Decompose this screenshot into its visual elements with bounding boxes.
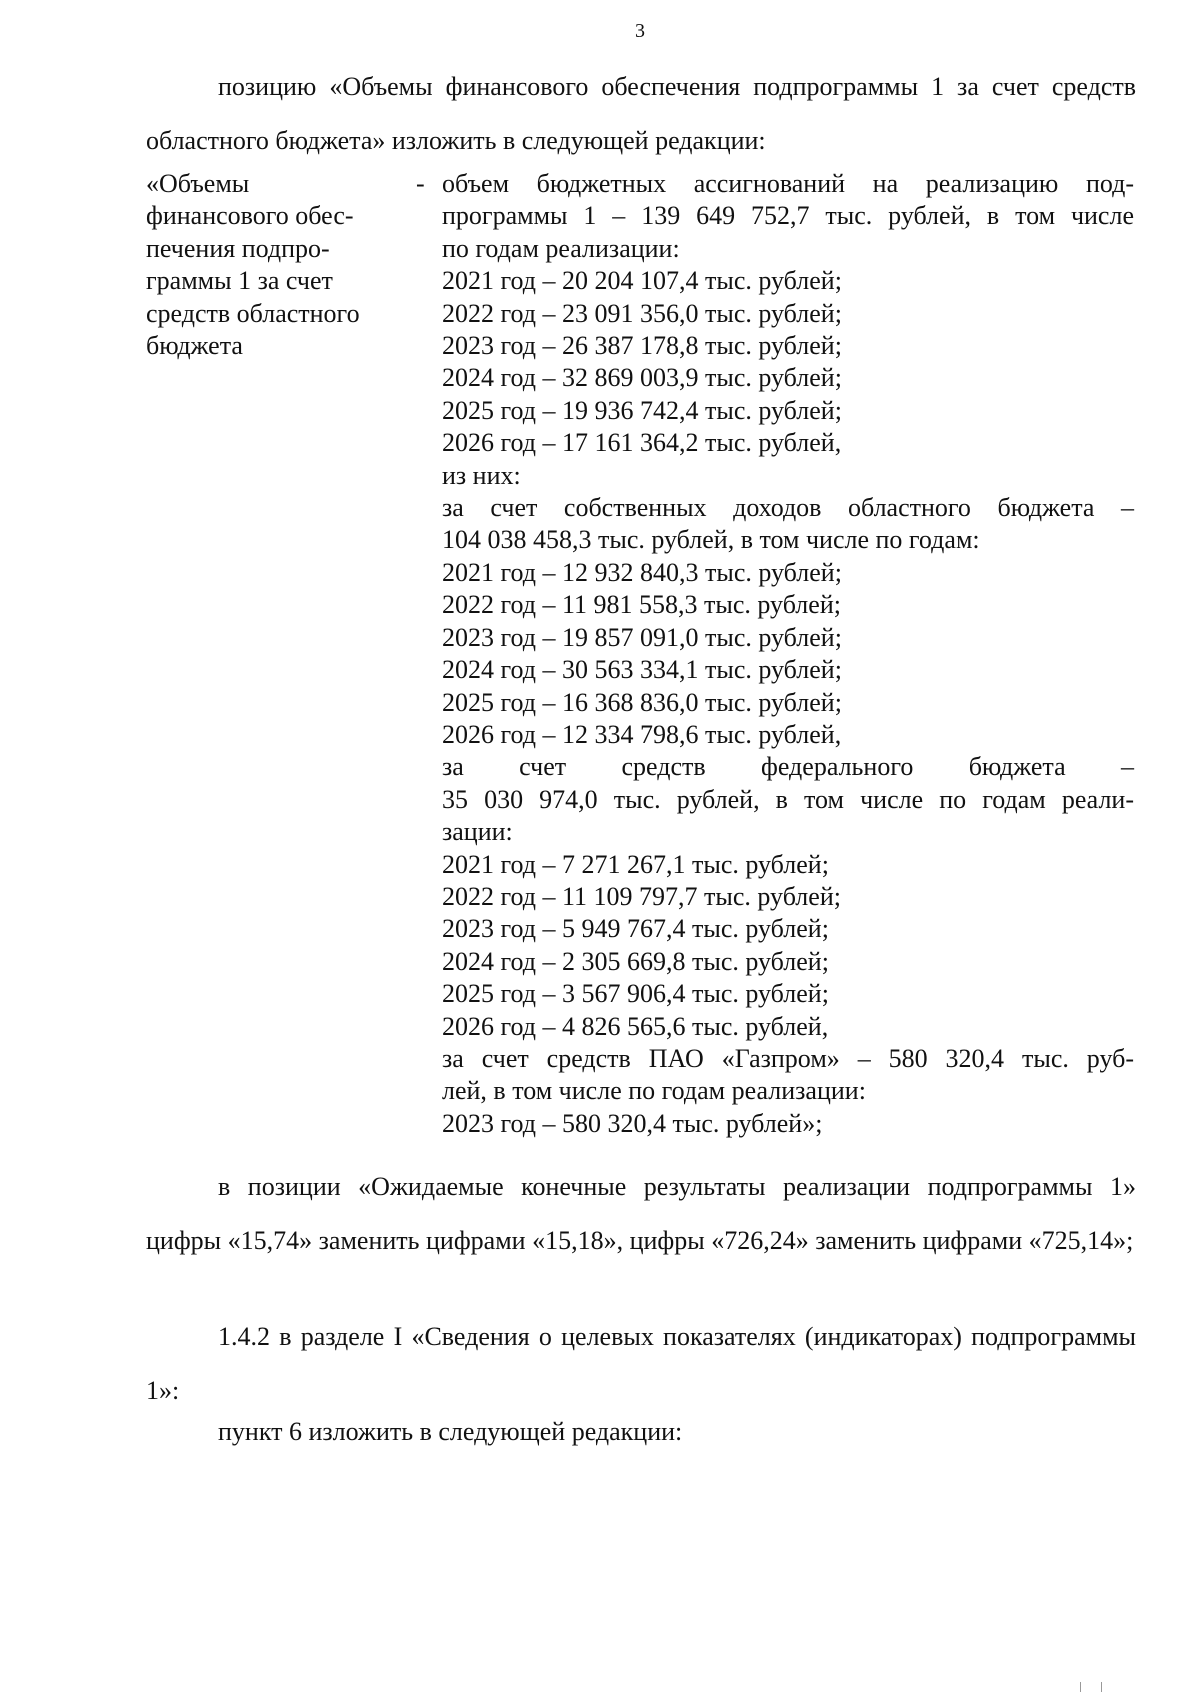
column-dash: - <box>416 169 425 198</box>
financing-line: 2025 год – 3 567 906,4 тыс. рублей; <box>442 979 829 1009</box>
intro-text: позицию «Объемы финансового обеспечения подпрограммы 1 за счет средств областного бюджета» изложить в следующей редакции: <box>146 72 1136 155</box>
financing-line: 2025 год – 19 936 742,4 тыс. рублей; <box>442 395 842 425</box>
financing-line: зации: <box>442 817 513 847</box>
position-name-line: бюджета <box>146 331 243 361</box>
financing-line: 2023 год – 26 387 178,8 тыс. рублей; <box>442 331 842 361</box>
financing-line: из них: <box>442 460 521 490</box>
financing-line: 2026 год – 12 334 798,6 тыс. рублей, <box>442 719 842 749</box>
position-name-line: печения подпро- <box>146 233 330 263</box>
financing-line: 2021 год – 12 932 840,3 тыс. рублей; <box>442 557 842 587</box>
page-number: 3 <box>635 20 645 42</box>
position-name-line: финансового обес- <box>146 201 354 231</box>
financing-line: 2025 год – 16 368 836,0 тыс. рублей; <box>442 687 842 717</box>
section-paragraph <box>146 1310 1136 1418</box>
position-name-line: «Объемы <box>146 169 250 198</box>
financing-line: за счет средств ПАО «Газпром» – 580 320,4 тыс. руб- <box>442 1043 1134 1073</box>
scan-mark <box>1080 1682 1102 1692</box>
financing-line: за счет средств федерального бюджета – <box>442 752 1134 782</box>
position-name-line: граммы 1 за счет <box>146 266 333 296</box>
results-text: в позиции «Ожидаемые конечные результаты реализации подпрограммы 1» цифры «15,74» заменить цифрами «15,18», цифры «726,24» заменить цифрами «725,14»; <box>146 1172 1136 1255</box>
financing-line: 2022 год – 11 981 558,3 тыс. рублей; <box>442 590 841 620</box>
financing-line: 2022 год – 11 109 797,7 тыс. рублей; <box>442 881 841 911</box>
point-text: пункт 6 изложить в следующей редакции: <box>218 1417 683 1446</box>
financing-line: 2024 год – 32 869 003,9 тыс. рублей; <box>442 363 842 393</box>
results-paragraph <box>146 1160 1136 1268</box>
position-name-line: средств областного <box>146 298 360 328</box>
financing-line: 35 030 974,0 тыс. рублей, в том числе по годам реали- <box>442 784 1134 814</box>
financing-line: 104 038 458,3 тыс. рублей, в том числе по годам: <box>442 525 980 555</box>
financing-line: 2024 год – 2 305 669,8 тыс. рублей; <box>442 946 829 976</box>
financing-line: 2023 год – 580 320,4 тыс. рублей»; <box>442 1108 823 1138</box>
financing-line: лей, в том числе по годам реализации: <box>442 1076 866 1106</box>
financing-line: по годам реализации: <box>442 233 680 263</box>
point-paragraph <box>146 1405 1136 1459</box>
financing-line: 2022 год – 23 091 356,0 тыс. рублей; <box>442 298 842 328</box>
financing-line: 2023 год – 19 857 091,0 тыс. рублей; <box>442 622 842 652</box>
financing-details-column <box>442 168 1134 1140</box>
position-name-column <box>146 168 396 362</box>
financing-line: 2026 год – 4 826 565,6 тыс. рублей, <box>442 1011 829 1041</box>
intro-paragraph <box>146 60 1136 168</box>
financing-line: 2026 год – 17 161 364,2 тыс. рублей, <box>442 428 842 458</box>
financing-line: за счет собственных доходов областного бюджета – <box>442 493 1134 523</box>
financing-line: 2021 год – 20 204 107,4 тыс. рублей; <box>442 266 842 296</box>
financing-line: объем бюджетных ассигнований на реализацию под- <box>442 169 1134 198</box>
financing-line: 2024 год – 30 563 334,1 тыс. рублей; <box>442 655 842 685</box>
financing-line: программы 1 – 139 649 752,7 тыс. рублей, в том числе <box>442 201 1134 231</box>
financing-line: 2021 год – 7 271 267,1 тыс. рублей; <box>442 849 829 879</box>
section-text: 1.4.2 в разделе I «Сведения о целевых показателях (индикаторах) подпрограммы 1»: <box>146 1322 1136 1405</box>
financing-line: 2023 год – 5 949 767,4 тыс. рублей; <box>442 914 829 944</box>
